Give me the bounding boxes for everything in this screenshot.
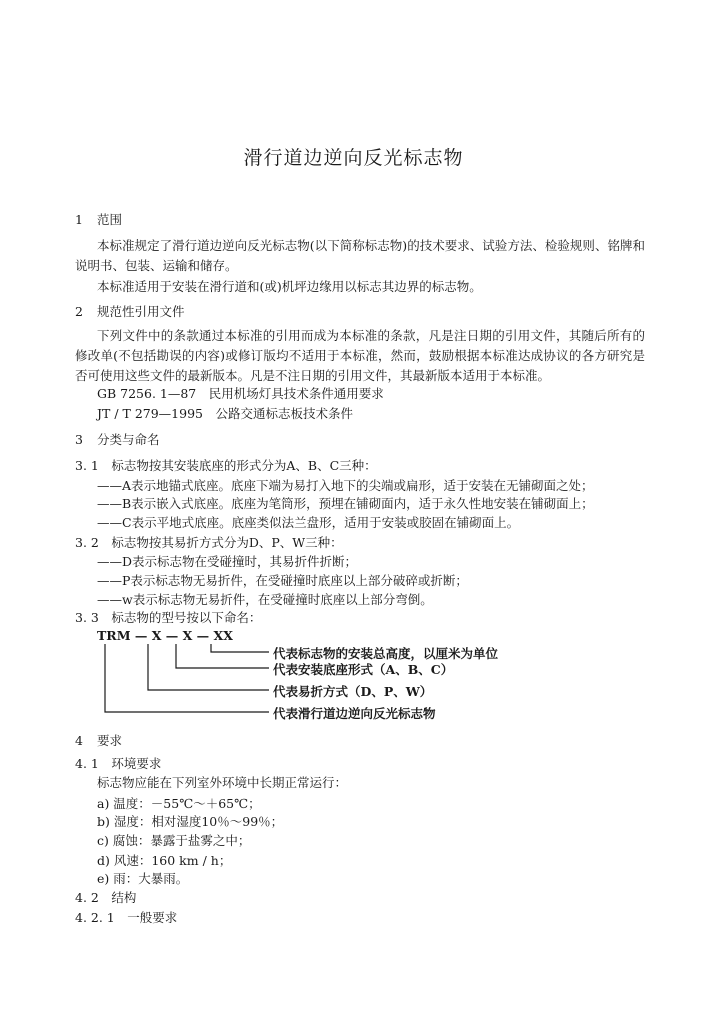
clause-3-3: 3. 3 标志物的型号按以下命名： [75,610,262,625]
section-number: 4 [75,733,83,748]
list-item: ——B表示嵌入式底座。底座为笔筒形，预埋在铺砌面内，适于永久性地安装在铺砌面上； [97,496,594,511]
environment-intro: 标志物应能在下列室外环境中长期正常运行： [97,775,348,790]
section-number: 3 [75,432,83,447]
list-item: b) 湿度：相对湿度10％～99％； [97,814,284,829]
model-naming-diagram [97,628,597,724]
code-explanation-height: 代表标志物的安装总高度，以厘米为单位 [273,646,499,661]
scope-paragraph-1: 本标准规定了滑行道边逆向反光标志物(以下简称标志物)的技术要求、试验方法、检验规则、铭牌和说明书、包装、运输和储存。 [75,238,645,273]
section-label: 分类与命名 [97,432,160,447]
section-label: 要求 [97,733,123,748]
clause-4-2: 4. 2 结构 [75,890,137,905]
code-explanation-product: 代表滑行道边逆向反光标志物 [273,706,436,721]
section-2-heading [75,304,185,320]
list-item: ——D表示标志物在受碰撞时，其易折件折断； [97,554,358,569]
model-code: TRM — X — X — XX [97,628,233,643]
clause-4-1: 4. 1 环境要求 [75,756,162,771]
scope-paragraph-2: 本标准适用于安装在滑行道和(或)机坪边缘用以标志其边界的标志物。 [97,279,482,294]
section-number: 1 [75,212,83,227]
clause-4-2-1: 4. 2. 1 一般要求 [75,910,178,925]
references-paragraph: 下列文件中的条款通过本标准的引用而成为本标准的条款，凡是注日期的引用文件，其随后所有的修改单(不包括勘误的内容)或修订版均不适用于本标准，然而，鼓励根据本标准达成协议的各方研究是否可使用这些文件的最新版本。凡是不注日期的引用文件，其最新版本适用于本标准。 [75,328,645,383]
list-item: ——w表示标志物无易折件，在受碰撞时底座以上部分弯倒。 [97,592,433,607]
section-number: 2 [75,304,83,319]
list-item: e) 雨：大暴雨。 [97,871,189,886]
reference-item: JT / T 279—1995 公路交通标志板技术条件 [97,406,353,421]
clause-3-1: 3. 1 标志物按其安装底座的形式分为A、B、C三种： [75,458,377,473]
document-title: 滑行道边逆向反光标志物 [243,147,464,169]
list-item: d) 风速：160 km / h； [97,853,232,868]
clause-3-2: 3. 2 标志物按其易折方式分为D、P、W三种： [75,535,343,550]
section-label: 范围 [97,212,123,227]
list-item: ——A表示地锚式底座。底座下端为易打入地下的尖端或扁形，适于安装在无铺砌面之处； [97,478,594,493]
list-item: ——C表示平地式底座。底座类似法兰盘形，适用于安装或胶固在铺砌面上。 [97,515,520,530]
code-explanation-frangibility: 代表易折方式（D、P、W） [273,684,433,699]
section-1-heading [75,212,122,228]
code-explanation-base: 代表安装底座形式（A、B、C） [273,662,454,677]
section-label: 规范性引用文件 [97,304,185,319]
list-item: a) 温度：－55℃～＋65℃； [97,796,261,811]
list-item: c) 腐蚀：暴露于盐雾之中； [97,833,251,848]
reference-item: GB 7256. 1—87 民用机场灯具技术条件通用要求 [97,386,384,401]
section-4-heading [75,733,122,749]
section-3-heading [75,432,160,448]
list-item: ——P表示标志物无易折件，在受碰撞时底座以上部分破碎或折断； [97,573,468,588]
